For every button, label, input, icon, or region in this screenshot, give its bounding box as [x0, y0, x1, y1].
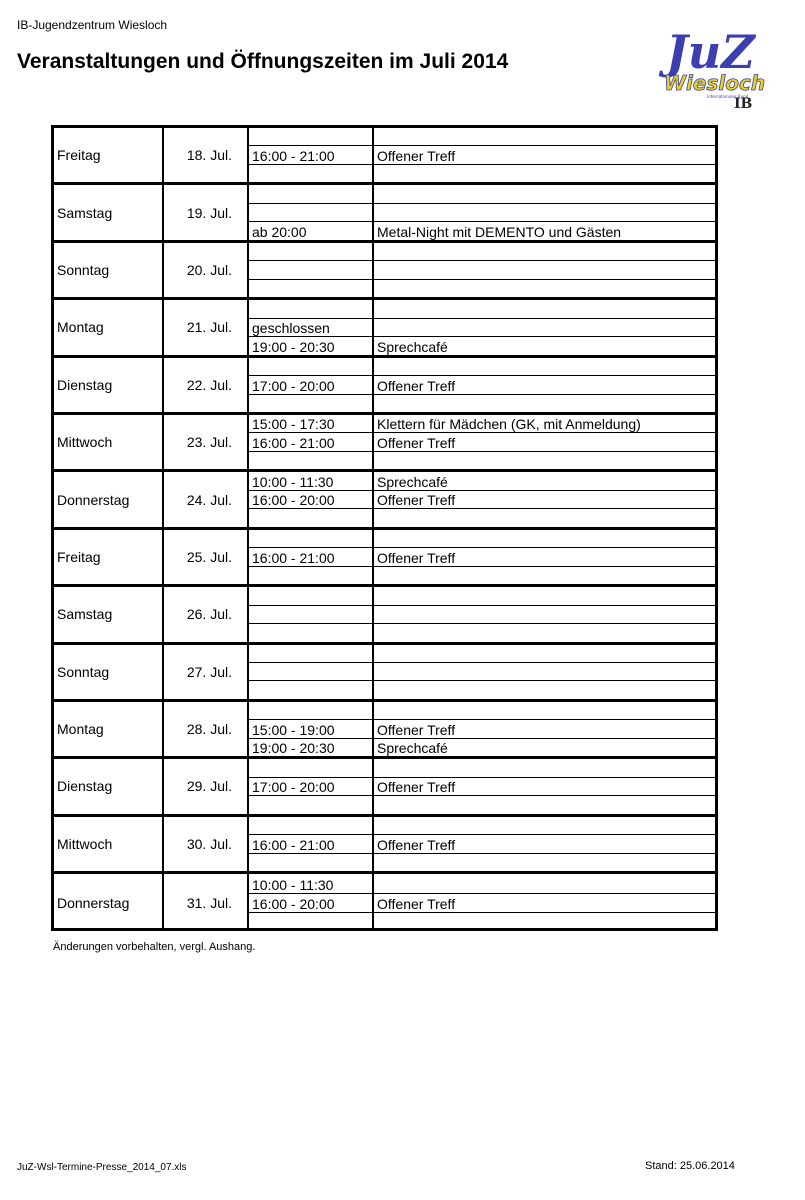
weekday-cell: Dienstag — [54, 759, 164, 813]
weekday-cell: Freitag — [54, 128, 164, 182]
time-cell: 16:00 - 21:00 — [249, 548, 374, 565]
slot-list — [249, 300, 715, 354]
event-cell — [374, 681, 715, 698]
event-cell — [374, 280, 715, 297]
event-cell: Klettern für Mädchen (GK, mit Anmeldung) — [377, 416, 641, 433]
slot-row — [249, 913, 715, 931]
time-cell: 15:00 - 19:00 — [249, 720, 374, 737]
weekday-cell: Donnerstag — [54, 472, 164, 526]
time-cell: ab 20:00 — [249, 222, 374, 239]
weekday-cell: Mittwoch — [54, 817, 164, 871]
event-cell — [374, 796, 715, 813]
time-cell — [249, 587, 374, 604]
event-cell — [374, 817, 715, 834]
time-cell — [249, 854, 374, 871]
slot-row — [249, 567, 715, 584]
time-cell: 19:00 - 20:30 — [249, 739, 374, 756]
slot-row — [249, 146, 715, 164]
event-cell — [374, 319, 715, 336]
weekday-cell: Samstag — [54, 587, 164, 641]
time-cell: 17:00 - 20:00 — [249, 778, 374, 795]
time-cell — [249, 530, 374, 547]
slot-row — [249, 128, 715, 146]
schedule-table — [51, 125, 718, 931]
date-cell: 28. Jul. — [164, 702, 249, 756]
time-cell — [249, 606, 374, 623]
slot-row — [249, 854, 715, 871]
day-row — [54, 358, 715, 415]
time-cell: 19:00 - 20:30 — [249, 337, 374, 354]
slot-list — [249, 874, 715, 931]
weekday-cell: Sonntag — [54, 645, 164, 699]
day-row — [54, 128, 715, 185]
event-cell — [374, 702, 715, 719]
time-cell — [249, 452, 374, 469]
event-cell: Sprechcafé — [377, 338, 448, 355]
event-cell — [374, 587, 715, 604]
event-cell: Offener Treff — [377, 147, 456, 164]
event-cell: Offener Treff — [377, 377, 456, 394]
time-cell: 10:00 - 11:30 — [249, 472, 374, 489]
slot-list — [249, 472, 715, 526]
event-cell — [374, 624, 715, 641]
event-cell: Offener Treff — [377, 779, 456, 796]
organization-name: IB-Jugendzentrum Wiesloch — [17, 18, 168, 32]
slot-list — [249, 759, 715, 813]
date-cell: 30. Jul. — [164, 817, 249, 871]
date-cell: 31. Jul. — [164, 874, 249, 931]
slot-list — [249, 415, 715, 469]
event-cell: Offener Treff — [377, 896, 456, 913]
event-cell — [374, 452, 715, 469]
slot-row — [249, 319, 715, 337]
time-cell — [249, 913, 374, 931]
slot-row — [249, 261, 715, 279]
time-cell — [249, 395, 374, 412]
slot-row — [249, 415, 715, 433]
slot-list — [249, 702, 715, 756]
slot-row — [249, 681, 715, 698]
slot-list — [249, 358, 715, 412]
day-row — [54, 530, 715, 587]
date-cell: 19. Jul. — [164, 185, 249, 239]
weekday-cell: Mittwoch — [54, 415, 164, 469]
time-cell — [249, 663, 374, 680]
time-cell: 10:00 - 11:30 — [249, 874, 374, 892]
event-cell — [374, 261, 715, 278]
event-cell — [374, 874, 715, 892]
slot-row — [249, 509, 715, 526]
event-cell: Sprechcafé — [377, 740, 448, 757]
time-cell — [249, 300, 374, 317]
date-cell: 20. Jul. — [164, 243, 249, 297]
slot-row — [249, 243, 715, 261]
slot-row — [249, 491, 715, 509]
event-cell: Offener Treff — [377, 434, 456, 451]
slot-row — [249, 894, 715, 913]
slot-list — [249, 587, 715, 641]
page-title: Veranstaltungen und Öffnungszeiten im Juli 2014 — [17, 50, 509, 73]
day-row — [54, 415, 715, 472]
time-cell — [249, 759, 374, 776]
event-cell — [374, 300, 715, 317]
event-cell — [374, 165, 715, 182]
svg-text:IB: IB — [734, 96, 753, 112]
event-cell — [374, 663, 715, 680]
time-cell — [249, 645, 374, 662]
day-row — [54, 243, 715, 300]
event-cell: Offener Treff — [377, 549, 456, 566]
time-cell: 16:00 - 20:00 — [249, 894, 374, 912]
slot-list — [249, 185, 715, 239]
time-cell — [249, 204, 374, 221]
event-cell — [374, 358, 715, 375]
slot-row — [249, 817, 715, 835]
svg-text:Internationaler Bund: Internationaler Bund — [707, 94, 749, 99]
event-cell — [374, 854, 715, 871]
slot-list — [249, 645, 715, 699]
file-name: JuZ-Wsl-Termine-Presse_2014_07.xls — [17, 1162, 187, 1173]
day-row — [54, 874, 715, 931]
time-cell — [249, 567, 374, 584]
slot-row — [249, 624, 715, 641]
event-cell: Sprechcafé — [377, 473, 448, 490]
slot-row — [249, 874, 715, 893]
date-cell: 27. Jul. — [164, 645, 249, 699]
time-cell — [249, 128, 374, 145]
time-cell: 17:00 - 20:00 — [249, 376, 374, 393]
weekday-cell: Montag — [54, 702, 164, 756]
stand-date: Stand: 25.06.2014 — [645, 1160, 735, 1172]
date-cell: 25. Jul. — [164, 530, 249, 584]
weekday-cell: Montag — [54, 300, 164, 354]
slot-row — [249, 548, 715, 566]
event-cell: Offener Treff — [377, 492, 456, 509]
date-cell: 22. Jul. — [164, 358, 249, 412]
slot-row — [249, 835, 715, 853]
day-row — [54, 472, 715, 529]
slot-row — [249, 472, 715, 490]
day-row — [54, 300, 715, 357]
day-row — [54, 759, 715, 816]
slot-list — [249, 128, 715, 182]
date-cell: 29. Jul. — [164, 759, 249, 813]
event-cell — [374, 645, 715, 662]
slot-list — [249, 243, 715, 297]
event-cell — [374, 509, 715, 526]
weekday-cell: Samstag — [54, 185, 164, 239]
weekday-cell: Donnerstag — [54, 874, 164, 931]
slot-row — [249, 702, 715, 720]
time-cell — [249, 817, 374, 834]
date-cell: 21. Jul. — [164, 300, 249, 354]
time-cell — [249, 358, 374, 375]
slot-row — [249, 204, 715, 222]
time-cell — [249, 185, 374, 202]
weekday-cell: Dienstag — [54, 358, 164, 412]
event-cell: Metal-Night mit DEMENTO und Gästen — [377, 223, 622, 240]
event-cell — [374, 567, 715, 584]
time-cell: 15:00 - 17:30 — [249, 415, 374, 432]
date-cell: 24. Jul. — [164, 472, 249, 526]
weekday-cell: Sonntag — [54, 243, 164, 297]
changes-note: Änderungen vorbehalten, vergl. Aushang. — [53, 941, 256, 953]
svg-text:Wiesloch: Wiesloch — [664, 71, 766, 95]
slot-row — [249, 376, 715, 394]
slot-row — [249, 606, 715, 624]
time-cell: 16:00 - 21:00 — [249, 835, 374, 852]
time-cell — [249, 261, 374, 278]
juz-wiesloch-logo — [662, 22, 766, 112]
date-cell: 18. Jul. — [164, 128, 249, 182]
slot-row — [249, 663, 715, 681]
day-row — [54, 702, 715, 759]
slot-row — [249, 433, 715, 451]
slot-row — [249, 222, 715, 239]
day-row — [54, 645, 715, 702]
time-cell: 16:00 - 21:00 — [249, 433, 374, 450]
slot-row — [249, 185, 715, 203]
event-cell — [374, 530, 715, 547]
event-cell — [374, 395, 715, 412]
time-cell — [249, 165, 374, 182]
slot-row — [249, 720, 715, 738]
event-cell — [374, 759, 715, 776]
day-row — [54, 587, 715, 644]
event-cell — [374, 128, 715, 145]
slot-row — [249, 452, 715, 469]
slot-list — [249, 817, 715, 871]
event-cell — [374, 606, 715, 623]
slot-row — [249, 358, 715, 376]
weekday-cell: Freitag — [54, 530, 164, 584]
day-row — [54, 185, 715, 242]
slot-row — [249, 739, 715, 756]
slot-row — [249, 759, 715, 777]
date-cell: 26. Jul. — [164, 587, 249, 641]
slot-row — [249, 337, 715, 354]
time-cell — [249, 624, 374, 641]
time-cell: 16:00 - 21:00 — [249, 146, 374, 163]
time-cell — [249, 796, 374, 813]
slot-row — [249, 778, 715, 796]
slot-row — [249, 530, 715, 548]
time-cell — [249, 681, 374, 698]
time-cell — [249, 702, 374, 719]
slot-row — [249, 587, 715, 605]
event-cell: Offener Treff — [377, 721, 456, 738]
slot-row — [249, 645, 715, 663]
slot-row — [249, 300, 715, 318]
date-cell: 23. Jul. — [164, 415, 249, 469]
slot-row — [249, 395, 715, 412]
time-cell — [249, 280, 374, 297]
event-cell: Offener Treff — [377, 836, 456, 853]
slot-list — [249, 530, 715, 584]
slot-row — [249, 796, 715, 813]
svg-text:JuZ: JuZ — [666, 25, 755, 79]
time-cell: geschlossen — [249, 319, 374, 336]
slot-row — [249, 280, 715, 297]
event-cell — [374, 243, 715, 260]
time-cell — [249, 509, 374, 526]
time-cell — [249, 243, 374, 260]
slot-row — [249, 165, 715, 182]
event-cell — [374, 204, 715, 221]
day-row — [54, 817, 715, 874]
time-cell: 16:00 - 20:00 — [249, 491, 374, 508]
event-cell — [374, 913, 715, 931]
event-cell — [374, 185, 715, 202]
